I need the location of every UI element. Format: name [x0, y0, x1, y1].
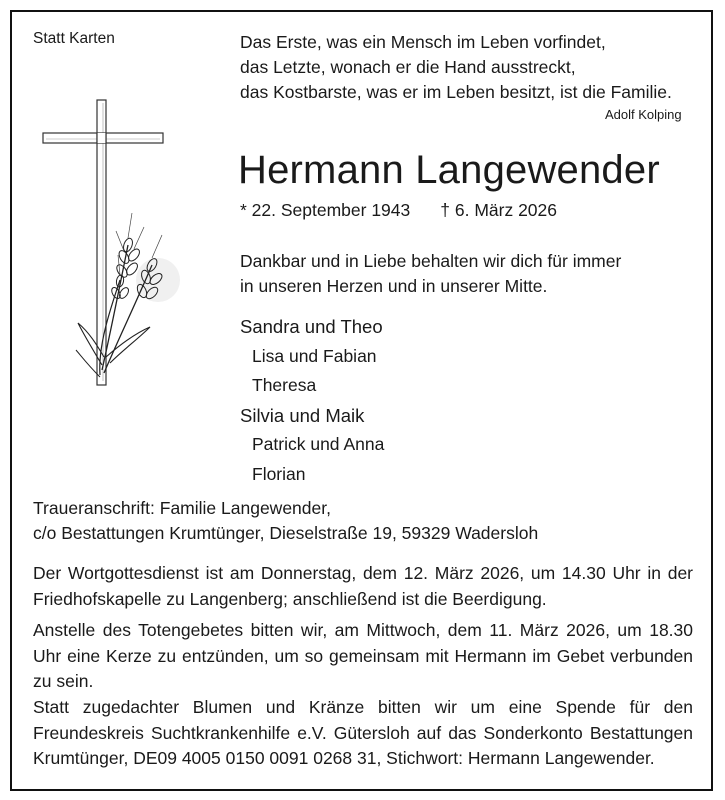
quote [240, 30, 672, 105]
family-member: Florian [252, 463, 306, 484]
thanks-line: Dankbar und in Liebe behalten wir dich für immer [240, 251, 622, 271]
donation-paragraph: Statt zugedachter Blumen und Kränze bitten wir um eine Spende für den Freundeskreis Suchtkrankenhilfe e.V. Gütersloh auf das Sonderkonto Bestattungen Krumtünger, DE09 4005 0150 0091 0268 31, Stichwort: Hermann Langewender. [33, 697, 693, 768]
statt-karten-label: Statt Karten [33, 30, 115, 47]
mourning-address [33, 496, 538, 546]
life-dates [240, 200, 557, 221]
address-line: c/o Bestattungen Krumtünger, Dieselstraße 19, 59329 Wadersloh [33, 523, 539, 543]
address-line: Traueranschrift: Familie Langewender, [33, 498, 331, 518]
quote-author: Adolf Kolping [605, 107, 682, 122]
service-paragraph: Der Wortgottesdienst ist am Donnerstag, dem 12. März 2026, um 14.30 Uhr in der Friedhofskapelle zu Langenberg; anschließend ist die Beerdigung. [33, 563, 693, 609]
birth-date: * 22. September 1943 [240, 200, 411, 220]
death-date: † 6. März 2026 [440, 200, 557, 220]
thanks-text [240, 249, 621, 299]
family-member: Lisa und Fabian [252, 345, 377, 366]
thanks-line: in unseren Herzen und in unserer Mitte. [240, 276, 548, 296]
quote-line: das Kostbarste, was er im Leben besitzt, ist die Familie. [240, 82, 672, 102]
family-member: Patrick und Anna [252, 434, 385, 454]
quote-line: das Letzte, wonach er die Hand ausstreckt, [240, 57, 576, 77]
deceased-name: Hermann Langewender [238, 148, 660, 192]
family-list [240, 312, 384, 489]
family-member: Theresa [252, 375, 317, 395]
family-group-2: Silvia und Maik [240, 404, 365, 426]
quote-line: Das Erste, was ein Mensch im Leben vorfindet, [240, 32, 606, 52]
cross-with-wheat-icon [40, 95, 180, 395]
family-group-1: Sandra und Theo [240, 316, 383, 337]
candle-paragraph: Anstelle des Totengebetes bitten wir, am Mittwoch, dem 11. März 2026, um 18.30 Uhr eine Kerze zu entzünden, um so gemeinsam mit Hermann im Gebet verbunden zu sein. [33, 620, 693, 691]
